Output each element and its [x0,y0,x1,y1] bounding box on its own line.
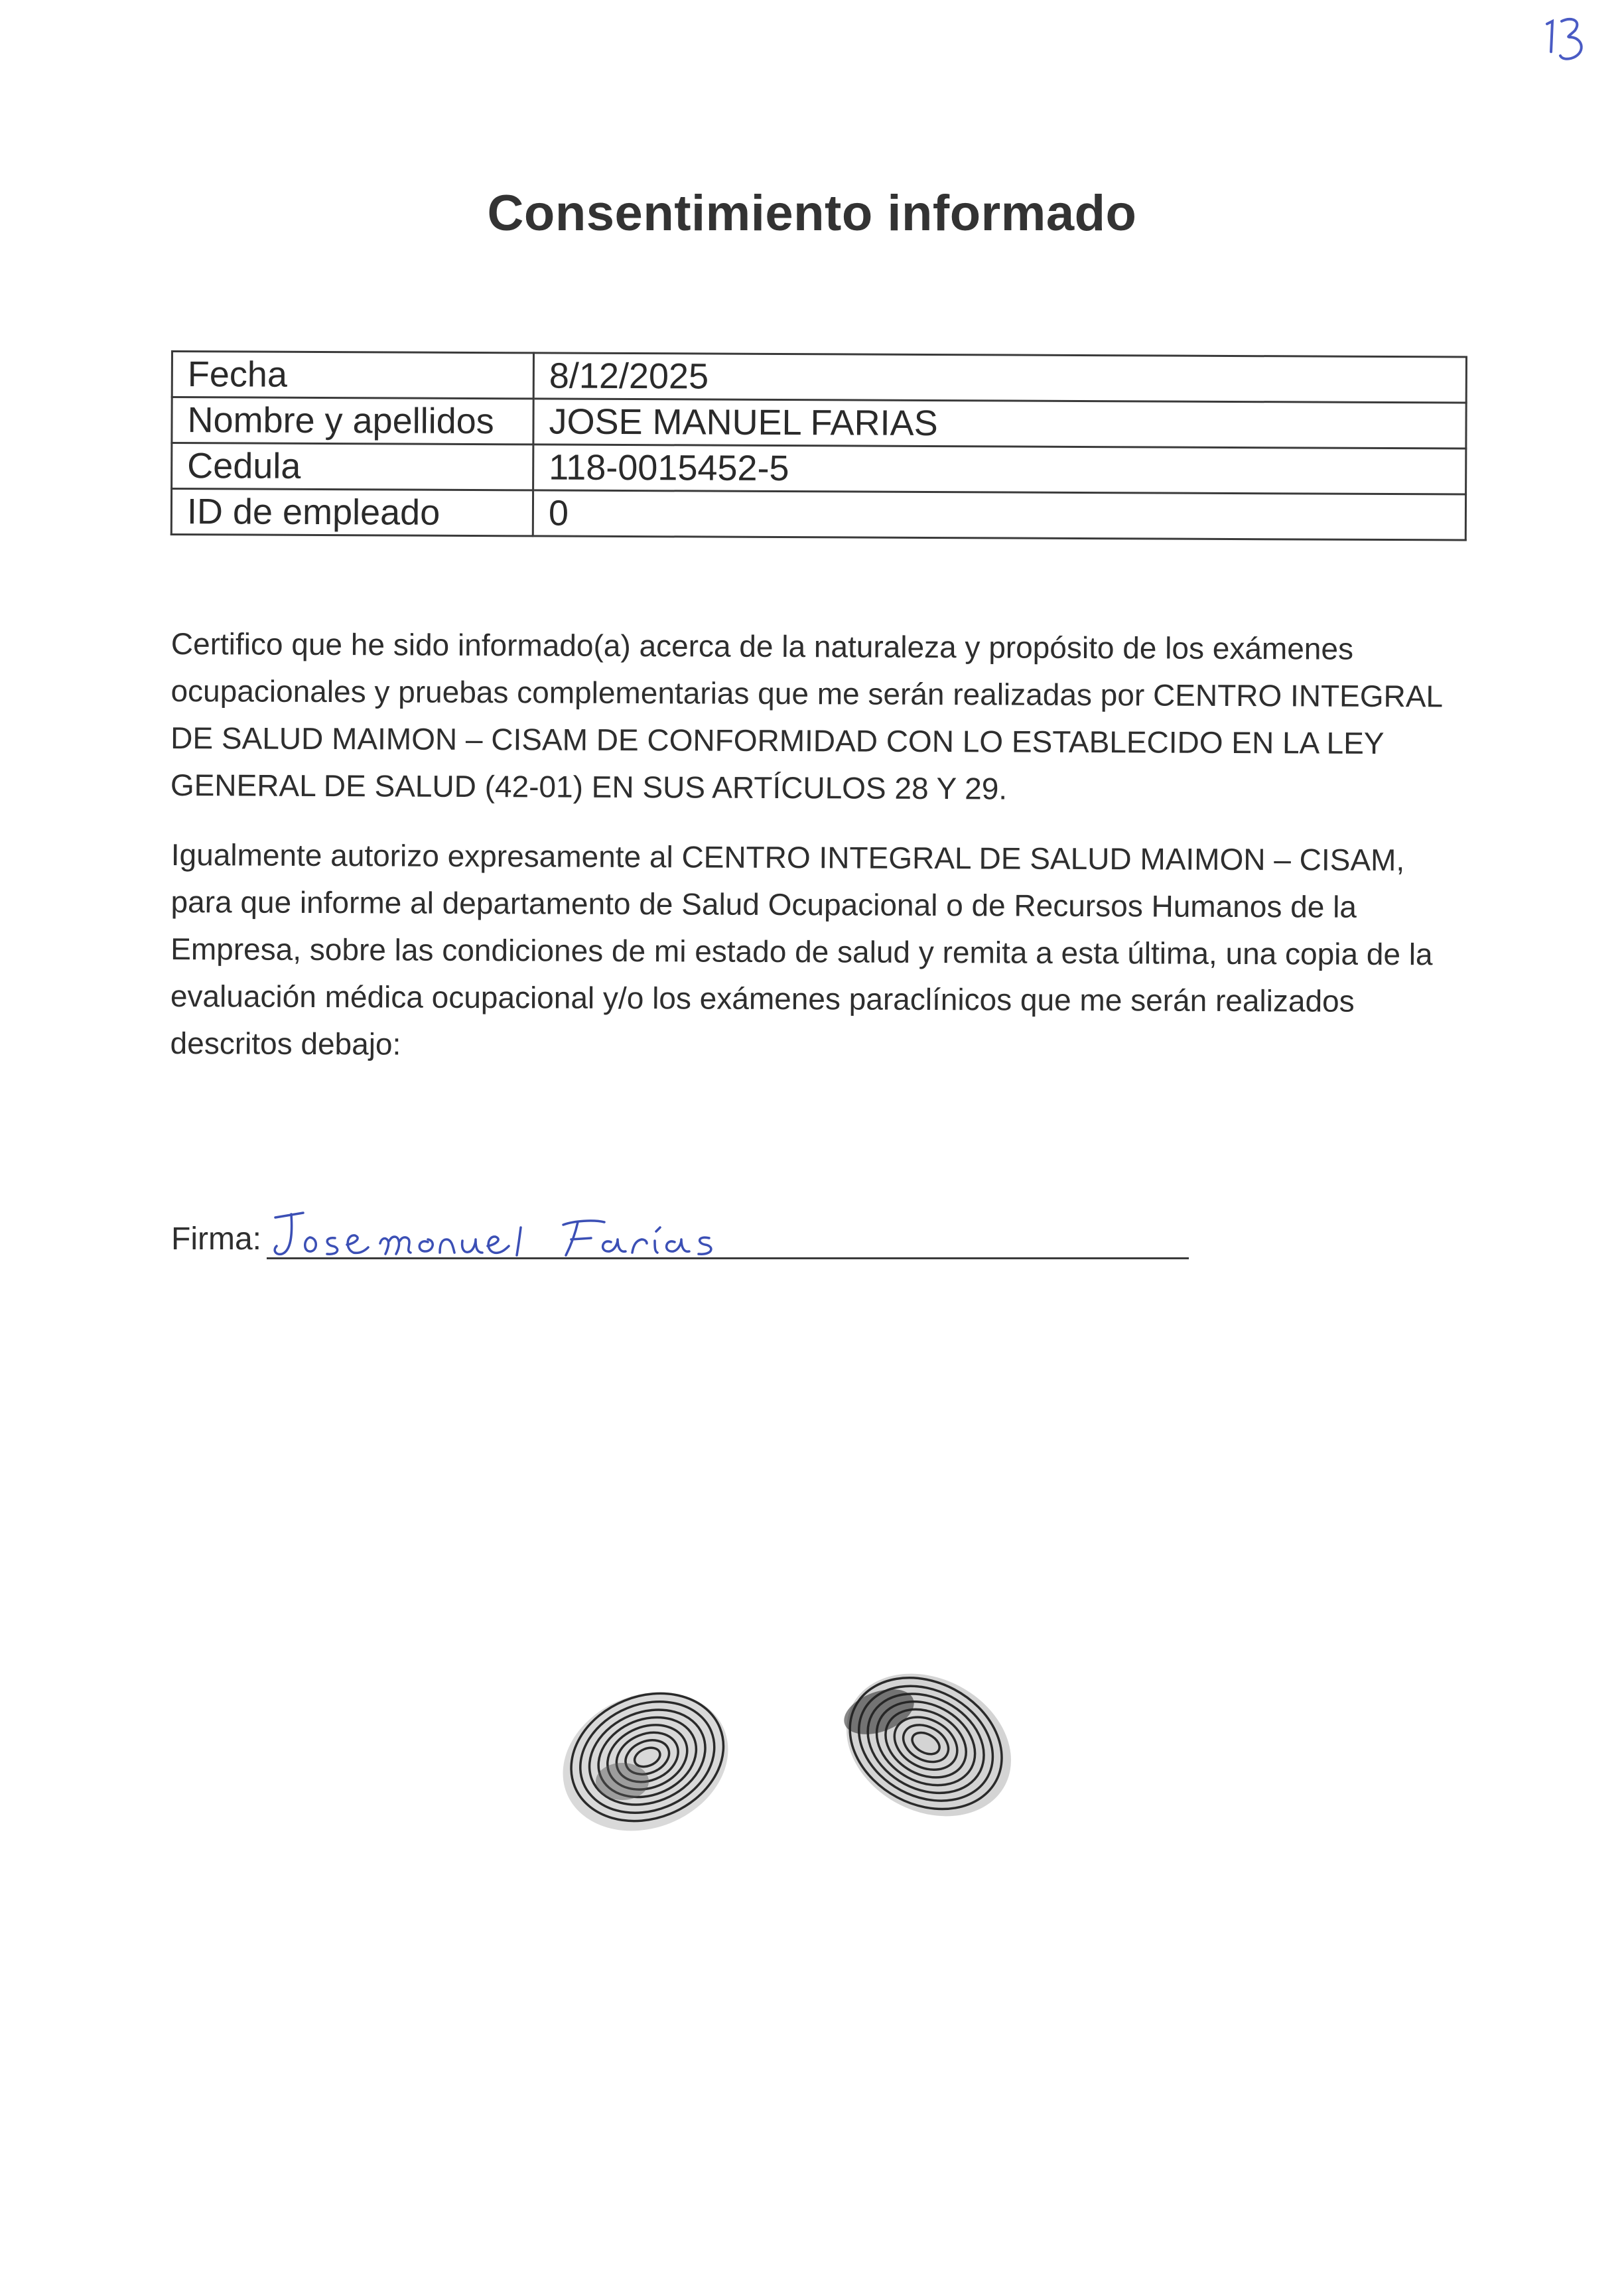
field-value: 118-0015452-5 [533,445,1466,494]
consent-paragraph-1: Certifico que he sido informado(a) acerca de la naturaleza y propósito de los exámenes ocupacionales y pruebas complementarias que me serán realizadas por CENTRO INTEGRAL DE SALUD MAIMON – CISAM DE CONFORMIDAD CON LO ESTABLECIDO EN LA LEY GENERAL DE SALUD (42-01) EN SUS ARTÍCULOS 28 Y 29. [170,626,1442,806]
field-value: JOSE MANUEL FARIAS [533,399,1466,449]
field-value: 8/12/2025 [533,353,1466,403]
info-table [170,350,1467,541]
document-title: Consentimiento informado [487,185,1137,242]
fingerprint-icon [833,1665,1025,1825]
field-label: Nombre y apellidos [172,397,533,445]
signature-label: Firma: [171,1221,261,1257]
table-row [172,443,1466,495]
table-row [172,352,1466,403]
handwritten-signature [269,1201,813,1267]
field-value: 0 [533,490,1465,540]
field-label: Fecha [172,352,533,399]
table-row [171,489,1465,541]
page-number-handwritten [1538,12,1597,72]
field-label: Cedula [172,443,533,490]
field-label: ID de empleado [171,489,533,536]
table-row [172,397,1466,449]
fingerprint-icon [549,1682,742,1841]
consent-paragraph-2: Igualmente autorizo expresamente al CENTRO INTEGRAL DE SALUD MAIMON – CISAM, para que informe al departamento de Salud Ocupacional o de Recursos Humanos de la Empresa, sobre las condiciones de mi estado de salud y remita a esta última, una copia de la evaluación médica ocupacional y/o los exámenes paraclínicos que me serán realizados descritos debajo: [170,837,1433,1062]
